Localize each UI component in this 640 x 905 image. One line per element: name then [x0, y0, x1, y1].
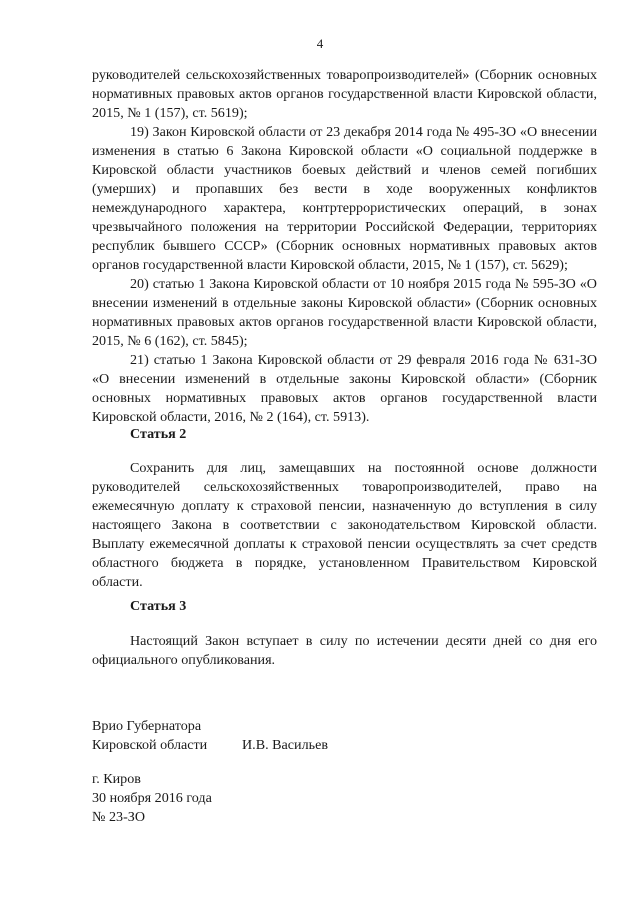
signature-block: [92, 717, 328, 755]
document-date: 30 ноября 2016 года: [92, 790, 212, 806]
article-2-heading: Статья 2: [130, 426, 187, 442]
article-3-heading: Статья 3: [130, 598, 187, 614]
signer-name: И.В. Васильев: [242, 737, 328, 753]
article-2-text: Сохранить для лиц, замещавших на постоянной основе должности руководителей сельскохозяйственных товаропроизводителей, право на ежемесячную доплату к страховой пенсии, назначенную до вступления в силу настоящего Закона в соответствии с законодательством Кировской области. Выплату ежемесячной доплаты к страховой пенсии осуществлять за счет средств областного бюджета в порядке, установленном Правительством Кировской области.: [92, 460, 597, 590]
article-3-body: [92, 632, 597, 670]
document-footer: [92, 770, 212, 827]
city: г. Киров: [92, 771, 141, 787]
article-2-body: [92, 459, 597, 592]
list-item: руководителей сельскохозяйственных товаропроизводителей» (Сборник основных нормативных правовых актов органов государственной власти Кировской области, 2015, № 1 (157), ст. 5619);: [92, 67, 597, 121]
list-item: 21) статью 1 Закона Кировской области от 29 февраля 2016 года № 631-ЗО «О внесении изменений в отдельные законы Кировской области» (Сборник основных нормативных правовых актов органов государственной власти Кировской области, 2016, № 2 (164), ст. 5913).: [92, 352, 597, 425]
signer-position-line1: Врио Губернатора: [92, 718, 202, 734]
list-continuation: [92, 66, 597, 427]
page-number: 4: [316, 36, 324, 51]
list-item: 19) Закон Кировской области от 23 декабря 2014 года № 495-ЗО «О внесении изменения в статью 6 Закона Кировской области «О социальной поддержке в Кировской области участников боевых действий и членов семей погибших (умерших) и пропавших без вести в ходе вооруженных конфликтов немеждународного характера, контртеррористических операций, в зонах чрезвычайного положения на территории Российской Федерации, территориях республик бывшего СССР» (Сборник основных нормативных правовых актов органов государственной власти Кировской области, 2015, № 1 (157), ст. 5629);: [92, 124, 597, 273]
article-3-text: Настоящий Закон вступает в силу по истечении десяти дней со дня его официального опубликования.: [92, 633, 597, 668]
document-number: № 23-ЗО: [92, 809, 145, 825]
signer-position-line2: Кировской области: [92, 737, 208, 753]
list-item: 20) статью 1 Закона Кировской области от 10 ноября 2015 года № 595-ЗО «О внесении изменений в отдельные законы Кировской области» (Сборник основных нормативных правовых актов органов государственной власти Кировской области, 2015, № 6 (162), ст. 5845);: [92, 276, 597, 349]
